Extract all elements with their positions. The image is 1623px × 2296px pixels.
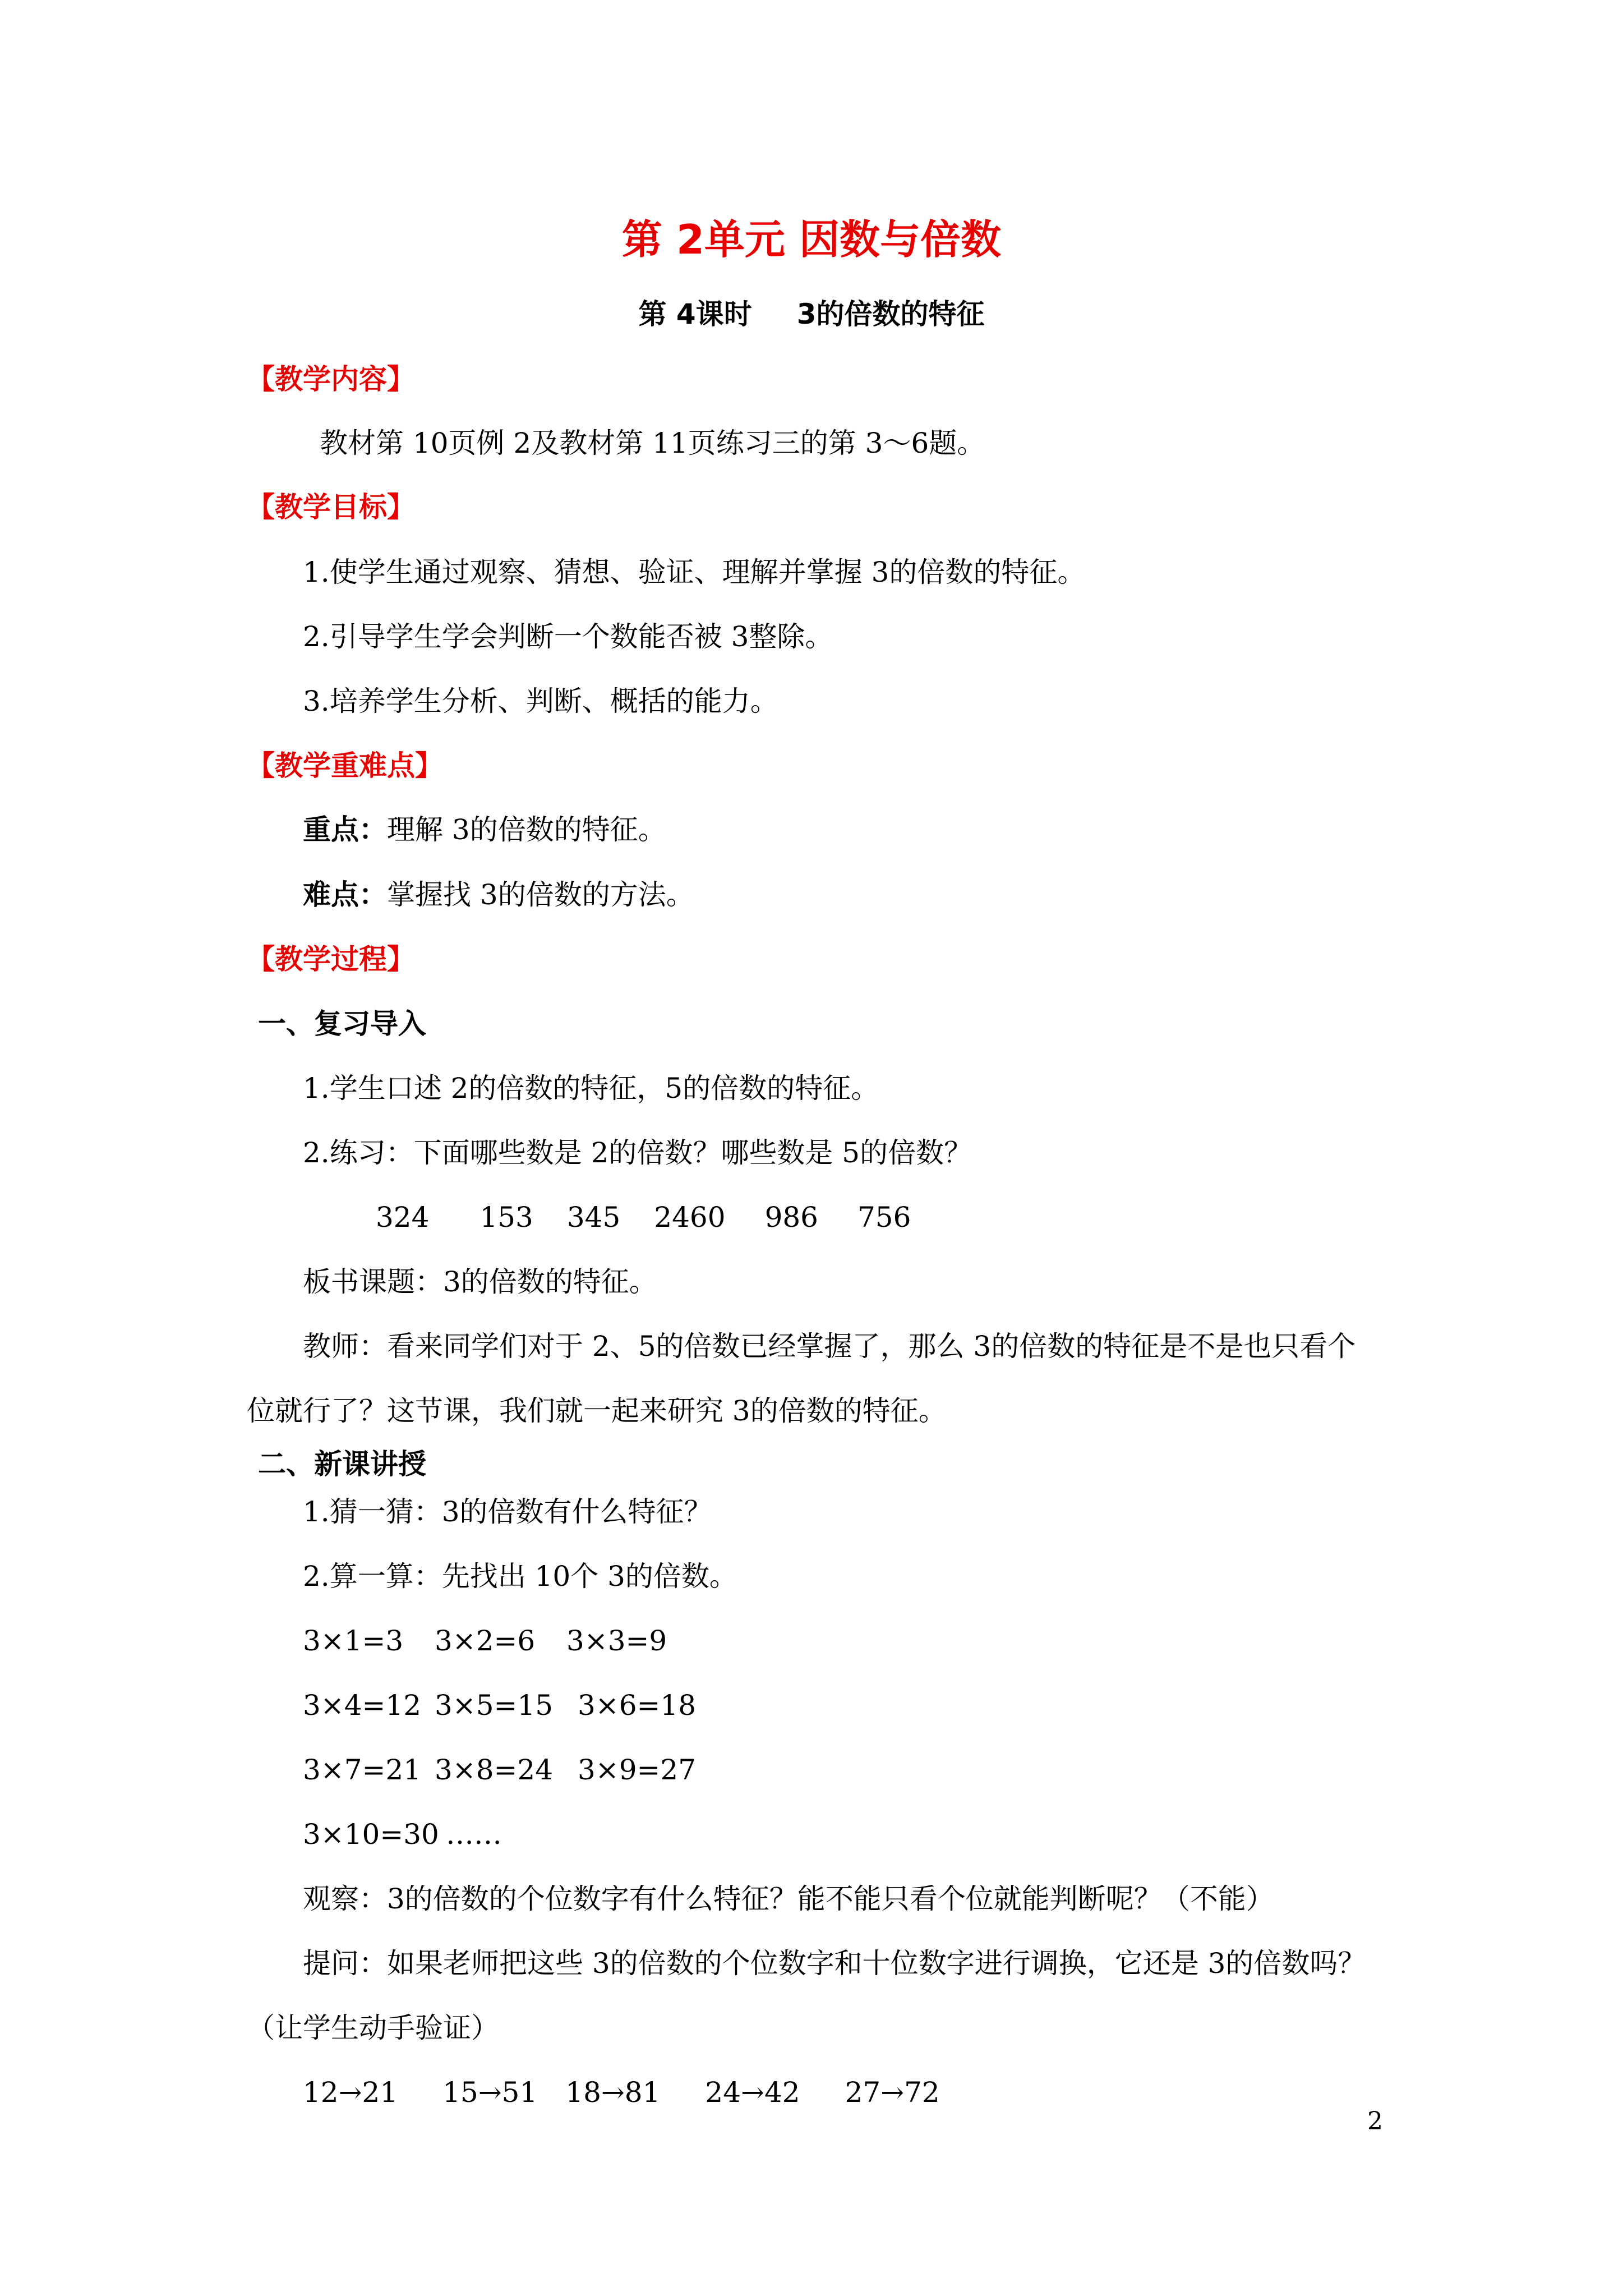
equation: 3×1=3 — [303, 1625, 404, 1657]
equation: 3×3=9 — [566, 1625, 667, 1657]
equation-row — [303, 1818, 578, 1851]
key-text: 理解 3的倍数的特征。 — [387, 813, 666, 846]
equation-row — [303, 1624, 698, 1658]
equation: 3×9=27 — [578, 1754, 697, 1786]
goals-heading: 【教学目标】 — [247, 491, 415, 523]
teacher-text: 教师：看来同学们对于 2、5的倍数已经掌握了，那么 3的倍数的特征是不是也只看个 — [303, 1330, 1356, 1363]
part1-item: 1.学生口述 2的倍数的特征，5的倍数的特征。 — [303, 1072, 879, 1105]
swap-item: 27→72 — [845, 2076, 940, 2109]
equation: 3×5=15 — [435, 1689, 554, 1722]
swap-item: 15→51 — [442, 2076, 538, 2109]
ellipsis: …… — [446, 1818, 502, 1851]
number-item: 153 — [479, 1201, 533, 1234]
swap-item: 12→21 — [303, 2076, 398, 2109]
lesson-subtitle — [0, 297, 1623, 331]
swap-item: 18→81 — [565, 2076, 661, 2109]
part1-heading: 一、复习导入 — [258, 1007, 426, 1040]
key-label: 重点： — [303, 813, 387, 846]
part2-heading: 二、新课讲授 — [258, 1448, 426, 1480]
content-heading: 【教学内容】 — [247, 363, 415, 395]
goal-item: 1.使学生通过观察、猜想、验证、理解并掌握 3的倍数的特征。 — [303, 556, 1086, 588]
content-text: 教材第 10页例 2及教材第 11页练习三的第 3～6题。 — [320, 427, 985, 459]
document-title: 第 2单元 因数与倍数 — [621, 216, 1002, 263]
difficulty-text: 掌握找 3的倍数的方法。 — [387, 878, 694, 911]
equation: 3×10=30 — [303, 1818, 439, 1851]
equation: 3×4=12 — [303, 1689, 422, 1722]
swap-item: 24→42 — [705, 2076, 800, 2109]
equation: 3×6=18 — [578, 1689, 697, 1722]
observe-text: 观察：3的倍数的个位数字有什么特征？能不能只看个位就能判断呢？（不能） — [303, 1883, 1274, 1915]
lesson-topic: 3的倍数的特征 — [796, 298, 985, 330]
key-point-line — [303, 813, 666, 846]
number-item: 986 — [764, 1201, 818, 1234]
equation-row — [303, 1753, 709, 1787]
number-item: 324 — [376, 1201, 430, 1234]
equation: 3×8=24 — [435, 1754, 554, 1786]
question-text: 提问：如果老师把这些 3的倍数的个位数字和十位数字进行调换，它还是 3的倍数吗？ — [303, 1947, 1366, 1980]
teacher-text-continued: 位就行了？这节课，我们就一起来研究 3的倍数的特征。 — [247, 1395, 947, 1427]
equation: 3×7=21 — [303, 1754, 422, 1786]
process-heading: 【教学过程】 — [247, 943, 415, 976]
equation: 3×2=6 — [435, 1625, 536, 1657]
number-list — [376, 1200, 961, 1234]
board-title: 板书课题：3的倍数的特征。 — [303, 1266, 657, 1298]
page-number: 2 — [1367, 2107, 1383, 2136]
part1-item: 2.练习：下面哪些数是 2的倍数？哪些数是 5的倍数？ — [303, 1137, 972, 1169]
part2-item: 1.猜一猜：3的倍数有什么特征？ — [303, 1496, 712, 1528]
difficulty-label: 难点： — [303, 878, 387, 911]
difficulty-line — [303, 878, 694, 912]
number-item: 756 — [857, 1201, 911, 1234]
equation-row — [303, 1688, 709, 1722]
number-item: 2460 — [654, 1201, 726, 1234]
part2-item: 2.算一算：先找出 10个 3的倍数。 — [303, 1560, 737, 1593]
lesson-number: 第 4课时 — [638, 298, 752, 330]
question-text-continued: （让学生动手验证） — [247, 2012, 499, 2044]
goal-item: 2.引导学生学会判断一个数能否被 3整除。 — [303, 620, 833, 653]
number-item: 345 — [566, 1201, 621, 1234]
goal-item: 3.培养学生分析、判断、概括的能力。 — [303, 685, 778, 717]
swap-list — [303, 2076, 985, 2109]
key-points-heading: 【教学重难点】 — [247, 749, 443, 782]
